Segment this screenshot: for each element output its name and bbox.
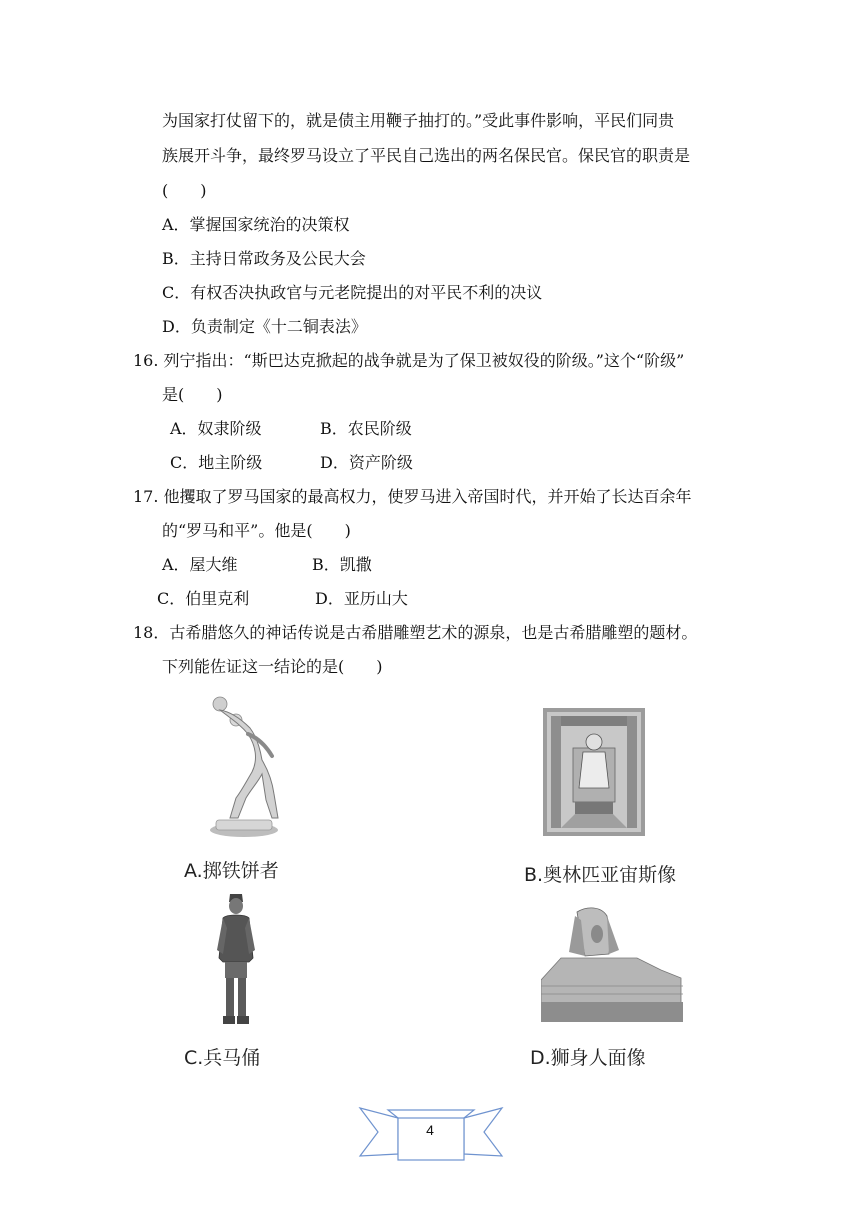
- q17-option-b: B．凯撒: [312, 555, 372, 574]
- discus-thrower-image: [196, 690, 288, 840]
- q16-option-d: D．资产阶级: [320, 453, 413, 472]
- caption-b: B.奥林匹亚宙斯像: [524, 864, 677, 886]
- q16-option-c: C．地主阶级: [170, 453, 263, 472]
- zeus-statue-image: [543, 708, 645, 836]
- q17-line-1: 17. 他攫取了罗马国家的最高权力，使罗马进入帝国时代，并开始了长达百余年: [133, 487, 692, 506]
- q15-line-3: ( ): [162, 181, 207, 200]
- q16-option-a: A．奴隶阶级: [170, 419, 262, 438]
- page-number: 4: [426, 1122, 434, 1138]
- caption-d: D.狮身人面像: [530, 1047, 646, 1069]
- caption-c: C.兵马俑: [184, 1047, 261, 1069]
- q15-option-d: D．负责制定《十二铜表法》: [162, 317, 367, 336]
- q15-option-b: B．主持日常政务及公民大会: [162, 249, 366, 268]
- q17-option-a: A．屋大维: [162, 555, 238, 574]
- q17-line-2: 的“罗马和平”。他是( ): [162, 521, 351, 540]
- q16-line-2: 是( ): [162, 385, 223, 404]
- q17-option-c: C．伯里克利: [157, 589, 250, 608]
- terracotta-warrior-image: [213, 888, 259, 1028]
- q15-option-c: C．有权否决执政官与元老院提出的对平民不利的决议: [162, 283, 543, 302]
- q17-option-d: D．亚历山大: [315, 589, 408, 608]
- q15-line-2: 族展开斗争，最终罗马设立了平民自己选出的两名保民官。保民官的职责是: [162, 146, 691, 165]
- q18-line-1: 18．古希腊悠久的神话传说是古希腊雕塑艺术的源泉，也是古希腊雕塑的题材。: [133, 623, 698, 642]
- q15-line-1: 为国家打仗留下的，就是债主用鞭子抽打的。”受此事件影响，平民们同贵: [162, 111, 675, 130]
- caption-a: A.掷铁饼者: [184, 860, 279, 882]
- q16-line-1: 16. 列宁指出：“斯巴达克掀起的战争就是为了保卫被奴役的阶级。”这个“阶级”: [133, 351, 685, 370]
- q15-option-a: A．掌握国家统治的决策权: [162, 215, 350, 234]
- q18-line-2: 下列能佐证这一结论的是( ): [162, 657, 383, 676]
- sphinx-image: [541, 906, 683, 1022]
- q16-option-b: B．农民阶级: [320, 419, 412, 438]
